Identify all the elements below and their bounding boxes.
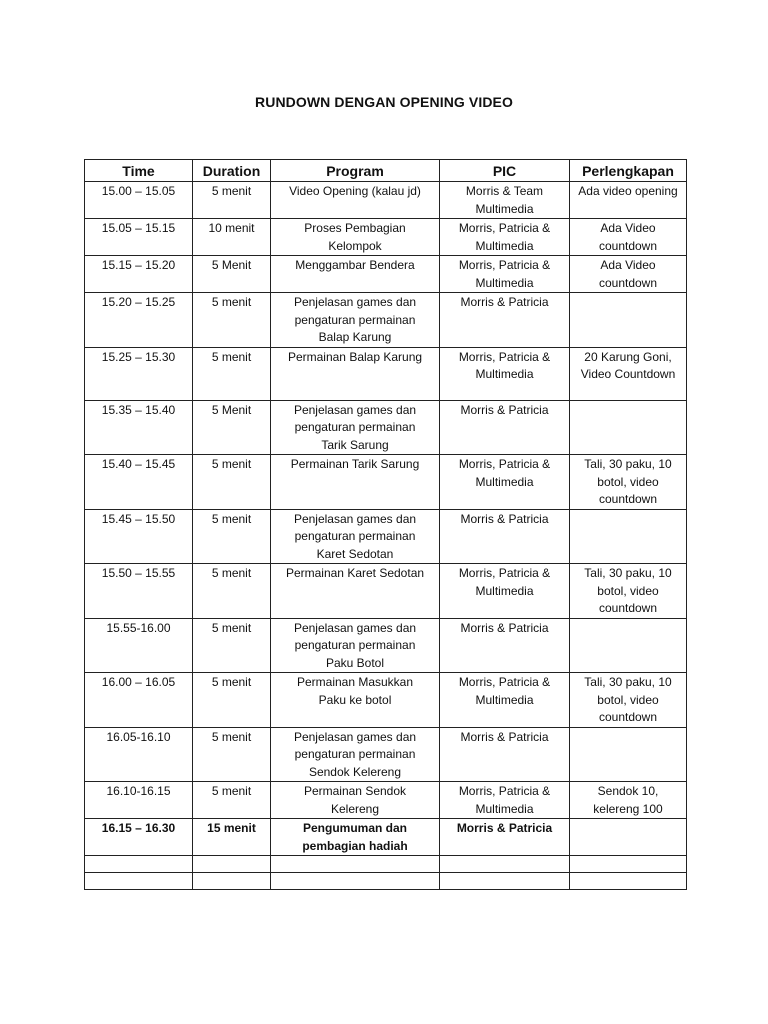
- cell-empty: [85, 856, 193, 873]
- cell-time: 15.50 – 15.55: [85, 564, 193, 619]
- cell-duration: 5 menit: [193, 618, 271, 673]
- cell-perlengkapan: [570, 293, 687, 348]
- cell-duration: 5 Menit: [193, 256, 271, 293]
- cell-empty: [271, 873, 440, 890]
- cell-time: 15.55-16.00: [85, 618, 193, 673]
- cell-program-text: Proses Pembagian Kelompok: [304, 221, 406, 253]
- cell-program: [271, 727, 440, 782]
- cell-time: 15.40 – 15.45: [85, 455, 193, 510]
- cell-time: 16.15 – 16.30: [85, 819, 193, 856]
- cell-perlengkapan: Sendok 10, kelereng 100: [570, 782, 687, 819]
- cell-duration: 15 menit: [193, 819, 271, 856]
- cell-program: [271, 819, 440, 856]
- cell-pic: Morris, Patricia & Multimedia: [440, 673, 570, 728]
- cell-program: [271, 400, 440, 455]
- table-row: [85, 819, 687, 856]
- table-row: [85, 219, 687, 256]
- cell-perlengkapan: [570, 509, 687, 564]
- cell-perlengkapan: Tali, 30 paku, 10 botol, video countdown: [570, 455, 687, 510]
- cell-program: [271, 618, 440, 673]
- cell-duration: 5 menit: [193, 347, 271, 400]
- cell-pic: Morris & Patricia: [440, 727, 570, 782]
- table-row-empty: [85, 856, 687, 873]
- table-body: [85, 182, 687, 890]
- cell-program-text: Menggambar Bendera: [295, 258, 415, 272]
- cell-program: [271, 293, 440, 348]
- cell-perlengkapan: [570, 400, 687, 455]
- cell-perlengkapan: Tali, 30 paku, 10 botol, video countdown: [570, 564, 687, 619]
- cell-duration: 5 Menit: [193, 400, 271, 455]
- table-row: [85, 293, 687, 348]
- cell-empty: [570, 856, 687, 873]
- table-row: [85, 782, 687, 819]
- cell-time: 16.00 – 16.05: [85, 673, 193, 728]
- table-row: [85, 564, 687, 619]
- cell-perlengkapan: [570, 727, 687, 782]
- cell-perlengkapan: [570, 819, 687, 856]
- cell-pic: Morris & Patricia: [440, 400, 570, 455]
- header-program: Program: [271, 160, 440, 182]
- cell-program: [271, 455, 440, 510]
- cell-time: 16.10-16.15: [85, 782, 193, 819]
- cell-duration: 5 menit: [193, 782, 271, 819]
- cell-program: [271, 347, 440, 400]
- cell-program: [271, 182, 440, 219]
- cell-perlengkapan: Ada Video countdown: [570, 219, 687, 256]
- cell-time: 16.05-16.10: [85, 727, 193, 782]
- cell-empty: [85, 873, 193, 890]
- cell-pic: Morris, Patricia & Multimedia: [440, 256, 570, 293]
- cell-program-text: Penjelasan games dan pengaturan permainan Tarik Sarung: [293, 402, 417, 452]
- cell-pic: Morris, Patricia & Multimedia: [440, 219, 570, 256]
- cell-time: 15.45 – 15.50: [85, 509, 193, 564]
- cell-program: [271, 256, 440, 293]
- table-row: [85, 347, 687, 400]
- cell-pic: Morris & Patricia: [440, 618, 570, 673]
- cell-program-text: Penjelasan games dan pengaturan permainan Paku Botol: [293, 620, 417, 670]
- cell-duration: 5 menit: [193, 727, 271, 782]
- cell-program-text: Permainan Karet Sedotan: [285, 566, 425, 580]
- table-header-row: [85, 160, 687, 182]
- cell-empty: [440, 873, 570, 890]
- cell-program-text: Video Opening (kalau jd): [289, 184, 421, 198]
- cell-pic: Morris & Patricia: [440, 293, 570, 348]
- cell-program: [271, 673, 440, 728]
- cell-program-text: Penjelasan games dan pengaturan permainan Balap Karung: [293, 295, 417, 344]
- cell-empty: [570, 873, 687, 890]
- cell-time: 15.05 – 15.15: [85, 219, 193, 256]
- cell-time: 15.00 – 15.05: [85, 182, 193, 219]
- cell-program-text: Permainan Tarik Sarung: [290, 457, 420, 471]
- cell-pic: Morris & Patricia: [440, 509, 570, 564]
- cell-program-text: Permainan Balap Karung: [287, 349, 423, 364]
- cell-duration: 5 menit: [193, 564, 271, 619]
- cell-program: [271, 564, 440, 619]
- cell-pic: Morris, Patricia & Multimedia: [440, 782, 570, 819]
- header-duration: Duration: [193, 160, 271, 182]
- cell-time: 15.20 – 15.25: [85, 293, 193, 348]
- header-pic: PIC: [440, 160, 570, 182]
- cell-duration: 5 menit: [193, 293, 271, 348]
- cell-program-text: Permainan Masukkan Paku ke botol: [296, 675, 414, 707]
- rundown-table: [84, 159, 687, 890]
- table-row: [85, 509, 687, 564]
- cell-perlengkapan: Ada Video countdown: [570, 256, 687, 293]
- header-perlengkapan: Perlengkapan: [570, 160, 687, 182]
- cell-pic: Morris, Patricia & Multimedia: [440, 455, 570, 510]
- cell-program: [271, 782, 440, 819]
- cell-program-text: Pengumuman dan pembagian hadiah: [302, 821, 408, 853]
- cell-empty: [193, 856, 271, 873]
- table-row: [85, 256, 687, 293]
- table-row: [85, 618, 687, 673]
- cell-empty: [271, 856, 440, 873]
- table-row: [85, 455, 687, 510]
- cell-time: 15.15 – 15.20: [85, 256, 193, 293]
- header-time: Time: [85, 160, 193, 182]
- cell-time: 15.25 – 15.30: [85, 347, 193, 400]
- cell-program-text: Penjelasan games dan pengaturan permainan Sendok Kelereng: [293, 729, 417, 779]
- table-row: [85, 182, 687, 219]
- cell-program: [271, 219, 440, 256]
- cell-duration: 5 menit: [193, 673, 271, 728]
- document-title: RUNDOWN DENGAN OPENING VIDEO: [255, 94, 513, 110]
- cell-program-text: Permainan Sendok Kelereng: [303, 784, 407, 816]
- table-row-empty: [85, 873, 687, 890]
- cell-program-text: Penjelasan games dan pengaturan permainan Karet Sedotan: [293, 511, 417, 561]
- cell-empty: [193, 873, 271, 890]
- cell-pic: Morris, Patricia & Multimedia: [440, 564, 570, 619]
- cell-duration: 5 menit: [193, 509, 271, 564]
- cell-program: [271, 509, 440, 564]
- cell-time: 15.35 – 15.40: [85, 400, 193, 455]
- cell-duration: 5 menit: [193, 455, 271, 510]
- table-row: [85, 400, 687, 455]
- cell-perlengkapan: Ada video opening: [570, 182, 687, 219]
- cell-duration: 5 menit: [193, 182, 271, 219]
- cell-perlengkapan: Tali, 30 paku, 10 botol, video countdown: [570, 673, 687, 728]
- cell-pic: Morris & Patricia: [440, 819, 570, 856]
- cell-empty: [440, 856, 570, 873]
- cell-perlengkapan: 20 Karung Goni, Video Countdown: [570, 347, 687, 400]
- cell-pic: Morris, Patricia & Multimedia: [440, 347, 570, 400]
- table-row: [85, 727, 687, 782]
- cell-duration: 10 menit: [193, 219, 271, 256]
- cell-perlengkapan: [570, 618, 687, 673]
- table-row: [85, 673, 687, 728]
- cell-pic: Morris & Team Multimedia: [440, 182, 570, 219]
